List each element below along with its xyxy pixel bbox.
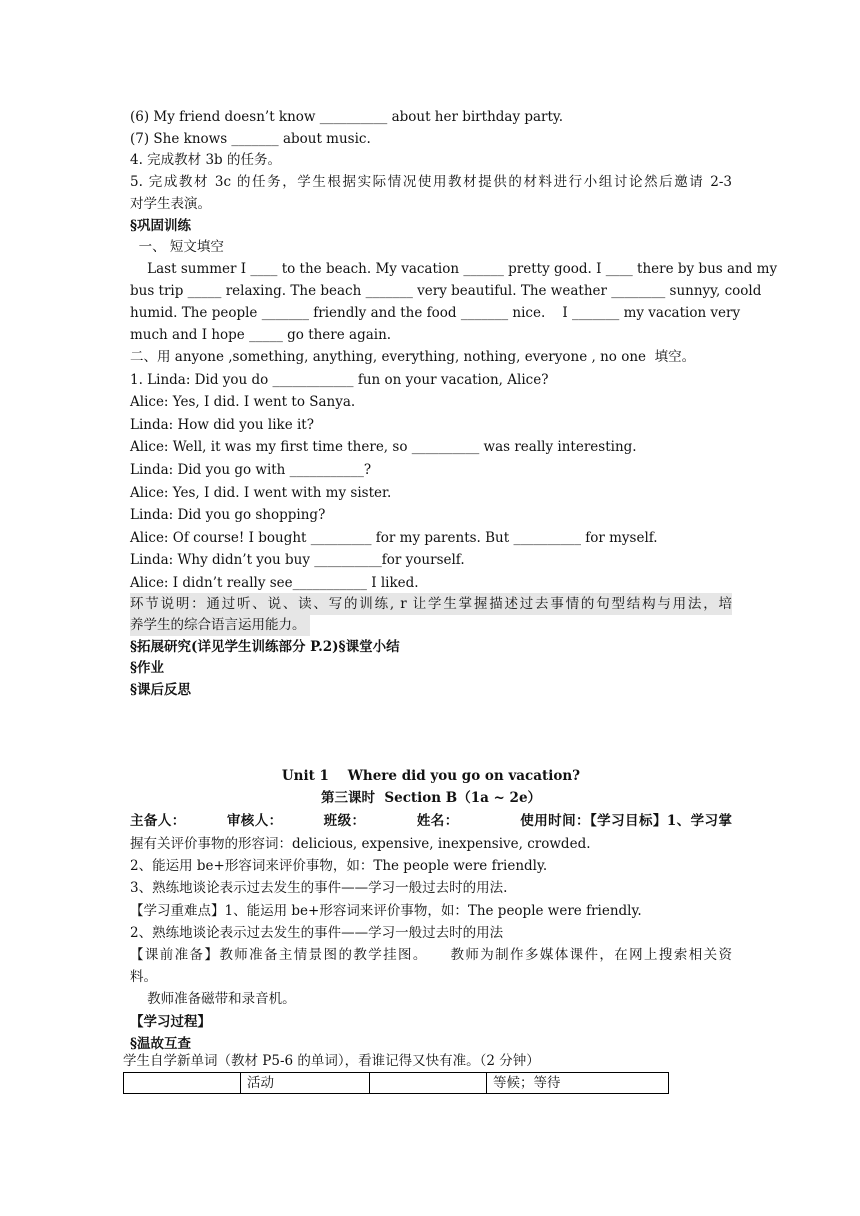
section-consolidation: §巩固训练: [130, 218, 192, 234]
unit-title: Unit 1 Where did you go on vacation?: [281, 768, 581, 784]
task-3c: 5. 完成教材 3c 的任务，学生根据实际情况使用教材提供的材料进行小组讨论然后邀请 2-3: [130, 174, 732, 190]
objective-line-2: 2、能运用 be+形容词来评价事物，如：The people were friendly.: [130, 858, 548, 874]
dialog-line-1: 1. Linda: Did you do ____________ fun on your vacation, Alice?: [130, 372, 549, 388]
exercise-line-6: (6) My friend doesn’t know __________ about her birthday party.: [130, 109, 564, 125]
vocab-table: [123, 1072, 669, 1094]
cloze-line-2: bus trip _____ relaxing. The beach _______ very beautiful. The weather ________ sunnyy, coold: [130, 283, 762, 299]
section-process: 【学习过程】: [130, 1014, 211, 1030]
cloze-line-1: Last summer I ____ to the beach. My vacation ______ pretty good. I ____ there by bus and my: [130, 261, 778, 277]
cloze-heading: 一、 短文填空: [130, 239, 224, 255]
exercise-line-7: (7) She knows _______ about music.: [130, 131, 371, 147]
task-3b: 4. 完成教材 3b 的任务。: [130, 152, 281, 168]
dialog-line-5: Linda: Did you go with ___________?: [130, 462, 372, 478]
section-extension: §拓展研究(详见学生训练部分 P.2)§课堂小结: [130, 639, 400, 655]
table-cell: 等候；等待: [487, 1073, 669, 1094]
preparation-line-2: 料。: [130, 969, 157, 985]
table-cell: [370, 1073, 487, 1094]
header-info: 主备人： 审核人： 班级： 姓名： 使用时间：【学习目标】1、学习掌: [130, 813, 732, 829]
stage-note: 环节说明：通过听、说、读、写的训练, r 让学生掌握描述过去事情的句型结构与用法，培: [130, 593, 732, 615]
dialog-line-10: Alice: I didn’t really see___________ I liked.: [130, 575, 419, 591]
dialog-line-2: Alice: Yes, I did. I went to Sanya.: [130, 394, 356, 410]
preparation-line-3: 教师准备磁带和录音机。: [130, 991, 296, 1007]
fill-blank-heading: 二、用 anyone ,something, anything, everything, nothing, everyone , no one 填空。: [130, 349, 696, 365]
lesson-title: 第三课时 Section B（1a ~ 2e）: [320, 790, 542, 806]
table-row: [124, 1073, 669, 1094]
task-3c-cont: 对学生表演。: [130, 196, 211, 212]
dialog-line-8: Alice: Of course! I bought _________ for my parents. But __________ for myself.: [130, 530, 658, 546]
objective-line-3: 3、熟练地谈论表示过去发生的事件——学习一般过去时的用法.: [130, 880, 508, 896]
cloze-line-4: much and I hope _____ go there again.: [130, 327, 392, 343]
section-homework: §作业: [130, 660, 165, 676]
objective-line-1: 握有关评价事物的形容词：delicious, expensive, inexpensive, crowded.: [130, 836, 591, 852]
stage-note-cont: 养学生的综合语言运用能力。: [130, 614, 310, 636]
cloze-line-3: humid. The people _______ friendly and the food _______ nice. I _______ my vacation very: [130, 305, 741, 321]
section-reflection: §课后反思: [130, 682, 192, 698]
dialog-line-4: Alice: Well, it was my first time there, so __________ was really interesting.: [130, 439, 637, 455]
table-cell: 活动: [241, 1073, 370, 1094]
dialog-line-3: Linda: How did you like it?: [130, 417, 314, 433]
dialog-line-7: Linda: Did you go shopping?: [130, 507, 326, 523]
preparation-line-1: 【课前准备】教师准备主情景图的教学挂图。 教师为制作多媒体课件，在网上搜索相关资: [130, 947, 732, 963]
dialog-line-9: Linda: Why didn’t you buy __________for yourself.: [130, 552, 465, 568]
key-points-line-1: 【学习重难点】1、能运用 be+形容词来评价事物，如：The people were friendly.: [130, 903, 642, 919]
section-review: §温故互查: [130, 1036, 192, 1052]
review-instruction: 学生自学新单词（教材 P5-6 的单词），看谁记得又快有准。（2 分钟）: [123, 1053, 540, 1069]
table-cell: [124, 1073, 241, 1094]
key-points-line-2: 2、熟练地谈论表示过去发生的事件——学习一般过去时的用法: [130, 925, 504, 941]
dialog-line-6: Alice: Yes, I did. I went with my sister.: [130, 485, 392, 501]
